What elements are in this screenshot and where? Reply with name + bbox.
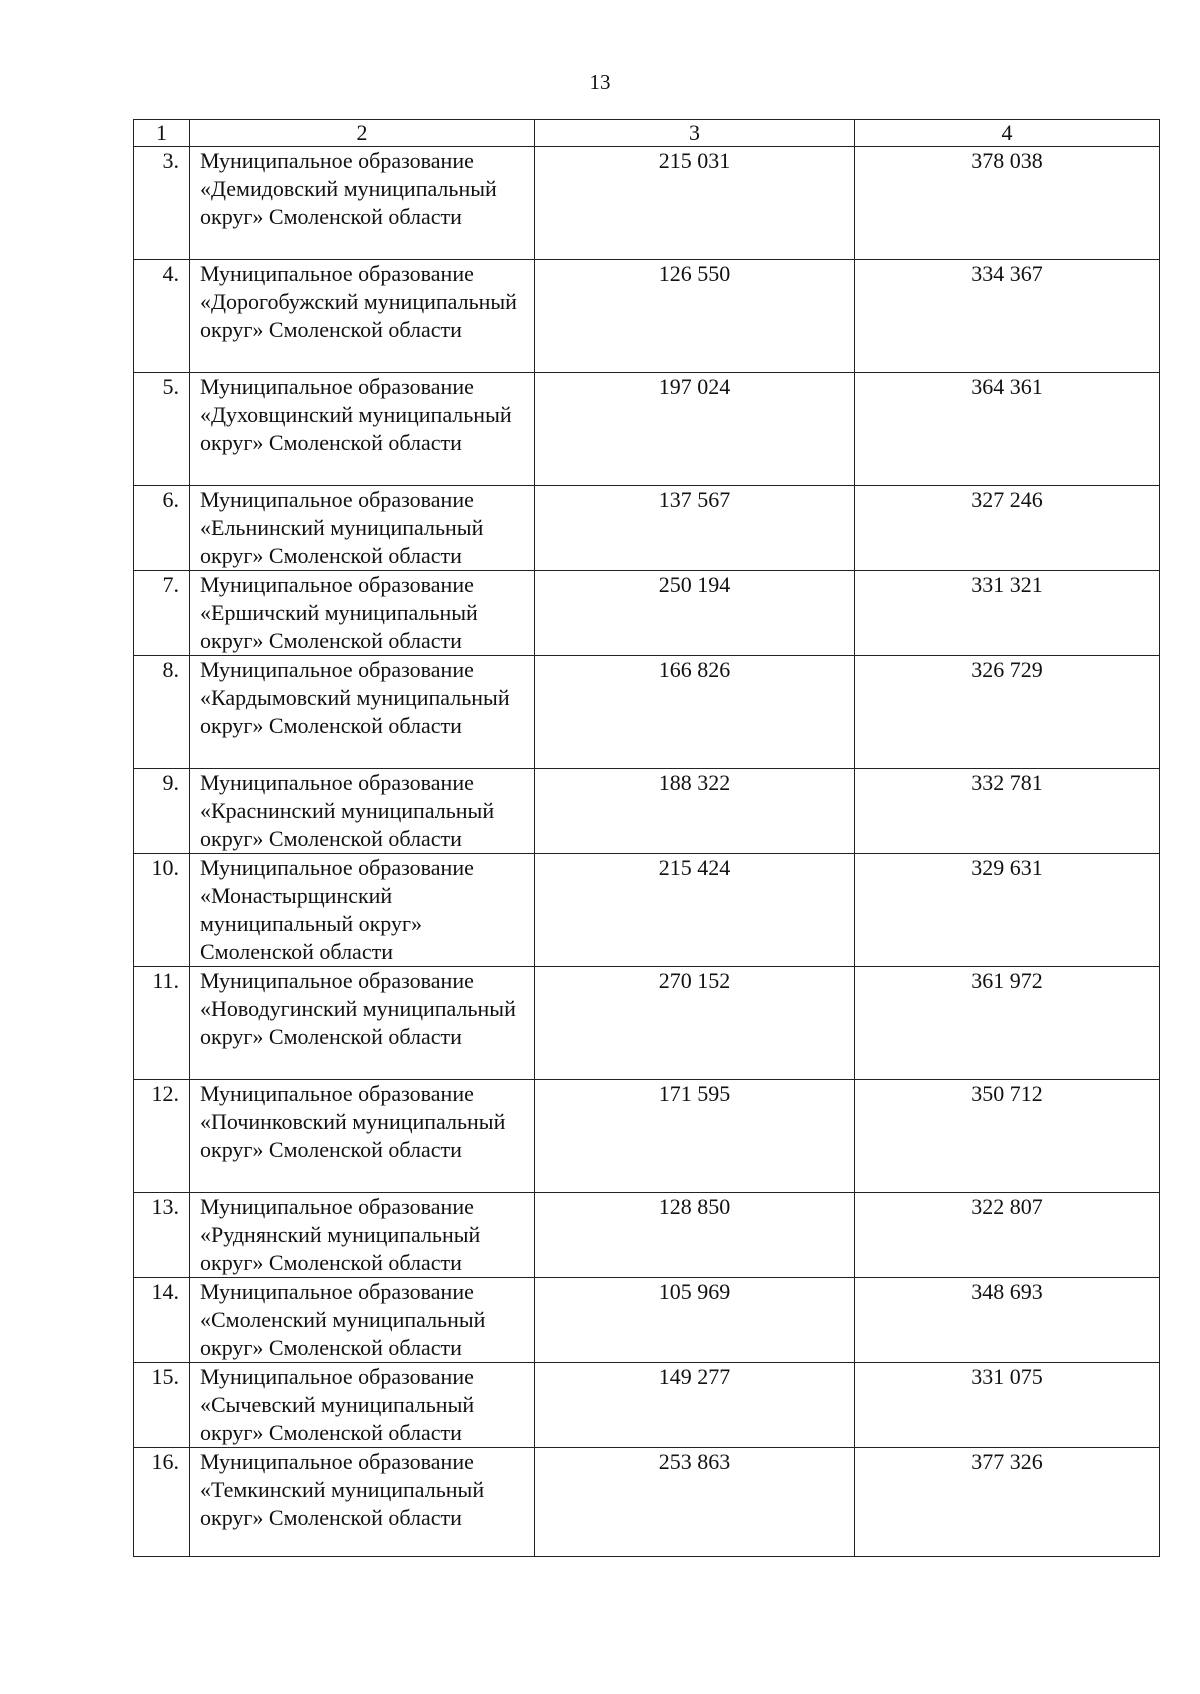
column-header: 2 <box>190 120 535 147</box>
table-row <box>134 373 1160 486</box>
value-col4: 377 326 <box>855 1448 1160 1557</box>
row-number: 13. <box>134 1193 190 1278</box>
table-row <box>134 1278 1160 1363</box>
value-col3: 215 424 <box>535 854 855 967</box>
value-col3: 215 031 <box>535 147 855 260</box>
municipality-name: Муниципальное образование «Духовщинский муниципальный округ» Смоленской области <box>190 373 535 486</box>
column-header: 3 <box>535 120 855 147</box>
value-col3: 270 152 <box>535 967 855 1080</box>
row-number: 3. <box>134 147 190 260</box>
row-number: 11. <box>134 967 190 1080</box>
value-col3: 197 024 <box>535 373 855 486</box>
table-row <box>134 967 1160 1080</box>
table-row <box>134 1193 1160 1278</box>
table-row <box>134 571 1160 656</box>
value-col4: 332 781 <box>855 769 1160 854</box>
table-row <box>134 656 1160 769</box>
value-col4: 364 361 <box>855 373 1160 486</box>
value-col3: 188 322 <box>535 769 855 854</box>
table-row <box>134 260 1160 373</box>
value-col3: 250 194 <box>535 571 855 656</box>
row-number: 10. <box>134 854 190 967</box>
municipality-name: Муниципальное образование «Ершичский муниципальный округ» Смоленской области <box>190 571 535 656</box>
value-col3: 166 826 <box>535 656 855 769</box>
municipality-name: Муниципальное образование «Дорогобужский муниципальный округ» Смоленской области <box>190 260 535 373</box>
row-number: 8. <box>134 656 190 769</box>
table-row <box>134 1448 1160 1557</box>
table-row <box>134 1080 1160 1193</box>
municipality-name: Муниципальное образование «Починковский муниципальный округ» Смоленской области <box>190 1080 535 1193</box>
value-col4: 326 729 <box>855 656 1160 769</box>
municipality-name: Муниципальное образование «Руднянский муниципальный округ» Смоленской области <box>190 1193 535 1278</box>
value-col3: 171 595 <box>535 1080 855 1193</box>
page-number: 13 <box>589 70 611 94</box>
row-number: 6. <box>134 486 190 571</box>
municipality-name: Муниципальное образование «Темкинский муниципальный округ» Смоленской области <box>190 1448 535 1557</box>
allocation-table <box>133 119 1160 1557</box>
value-col4: 329 631 <box>855 854 1160 967</box>
value-col4: 348 693 <box>855 1278 1160 1363</box>
value-col3: 137 567 <box>535 486 855 571</box>
table-row <box>134 769 1160 854</box>
value-col4: 322 807 <box>855 1193 1160 1278</box>
row-number: 15. <box>134 1363 190 1448</box>
table-header-row <box>134 120 1160 147</box>
value-col4: 334 367 <box>855 260 1160 373</box>
table-row <box>134 1363 1160 1448</box>
row-number: 4. <box>134 260 190 373</box>
row-number: 7. <box>134 571 190 656</box>
value-col3: 149 277 <box>535 1363 855 1448</box>
municipality-name: Муниципальное образование «Монастырщинский муниципальный округ» Смоленской области <box>190 854 535 967</box>
municipality-name: Муниципальное образование «Новодугинский муниципальный округ» Смоленской области <box>190 967 535 1080</box>
value-col3: 105 969 <box>535 1278 855 1363</box>
column-header: 4 <box>855 120 1160 147</box>
municipality-name: Муниципальное образование «Кардымовский муниципальный округ» Смоленской области <box>190 656 535 769</box>
table-row <box>134 486 1160 571</box>
municipality-name: Муниципальное образование «Ельнинский муниципальный округ» Смоленской области <box>190 486 535 571</box>
value-col4: 350 712 <box>855 1080 1160 1193</box>
value-col3: 126 550 <box>535 260 855 373</box>
value-col4: 361 972 <box>855 967 1160 1080</box>
municipality-name: Муниципальное образование «Сычевский муниципальный округ» Смоленской области <box>190 1363 535 1448</box>
value-col3: 128 850 <box>535 1193 855 1278</box>
row-number: 14. <box>134 1278 190 1363</box>
value-col4: 327 246 <box>855 486 1160 571</box>
table-row <box>134 147 1160 260</box>
value-col4: 331 075 <box>855 1363 1160 1448</box>
row-number: 5. <box>134 373 190 486</box>
row-number: 9. <box>134 769 190 854</box>
municipality-name: Муниципальное образование «Смоленский муниципальный округ» Смоленской области <box>190 1278 535 1363</box>
municipality-name: Муниципальное образование «Краснинский муниципальный округ» Смоленской области <box>190 769 535 854</box>
value-col3: 253 863 <box>535 1448 855 1557</box>
table-row <box>134 854 1160 967</box>
row-number: 12. <box>134 1080 190 1193</box>
row-number: 16. <box>134 1448 190 1557</box>
value-col4: 331 321 <box>855 571 1160 656</box>
value-col4: 378 038 <box>855 147 1160 260</box>
municipality-name: Муниципальное образование «Демидовский муниципальный округ» Смоленской области <box>190 147 535 260</box>
column-header: 1 <box>134 120 190 147</box>
